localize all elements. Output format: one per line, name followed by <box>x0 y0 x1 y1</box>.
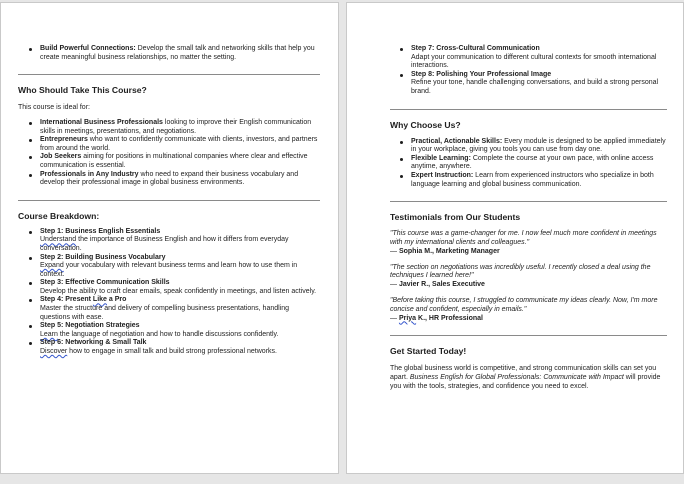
bullet-title: Practical, Actionable Skills: <box>411 137 503 145</box>
author-name: Sophia M., Marketing Manager <box>398 247 500 255</box>
started-text: will provide you with the tools, strategies, and confidence you need to excel. <box>390 374 661 390</box>
step-title: Step 2: Building Business Vocabulary <box>40 253 166 261</box>
testimonial-quote: "The section on negotiations was incredibly useful. I recently closed a deal using the techniques I learned here!" <box>390 263 651 280</box>
author-first-name: Priya <box>398 314 417 322</box>
started-paragraph <box>390 365 667 391</box>
testimonial <box>390 297 667 323</box>
list-item <box>40 322 320 339</box>
intro-list <box>18 45 320 62</box>
bullet-title: Build Powerful Connections: <box>40 45 136 52</box>
testimonial <box>390 264 667 290</box>
step-title: Step 3: Effective Communication Skills <box>40 279 170 287</box>
step-description <box>40 236 320 253</box>
author-name: K., HR Professional <box>416 314 483 322</box>
step-description: Adapt your communication to different cultural contexts for smooth international interactions. <box>411 53 657 70</box>
bullet-title: Expert Instruction: <box>411 171 474 179</box>
step-description <box>40 331 320 340</box>
step-description <box>40 288 320 297</box>
step-title: Step 7: Cross-Cultural Communication <box>411 45 540 52</box>
step-first-word: Discover <box>40 348 68 356</box>
list-item <box>40 339 320 356</box>
step-text: the importance of Business English and how it differs from everyday conversation. <box>40 236 289 252</box>
step-title-part: a Pro <box>106 296 127 304</box>
list-item <box>40 119 320 136</box>
bullet-title: Entrepreneurs <box>40 136 88 144</box>
bullet-text: Complete the course at your own pace, with online access anytime, anywhere. <box>411 154 654 171</box>
step-title: Step 6: Networking & Small Talk <box>40 339 147 347</box>
list-item <box>411 71 667 97</box>
step-title <box>40 296 126 303</box>
list-item <box>411 138 667 155</box>
testimonial <box>390 230 667 256</box>
section-heading-breakdown: Course Breakdown: <box>18 210 100 221</box>
bullet-text: Every module is designed to be applied immediately in your workplace, giving you tools you can use from day one. <box>411 137 666 154</box>
testimonial-author <box>390 281 667 290</box>
list-item <box>40 254 320 280</box>
bullet-text: Develop the small talk and networking skills that help you create meaningful business relationships, no matter the setting. <box>40 45 315 61</box>
section-divider <box>18 200 320 201</box>
list-item <box>411 155 667 172</box>
step-title: Step 1: Business English Essentials <box>40 227 161 235</box>
step-text: how to engage in small talk and build strong professional networks. <box>67 348 277 356</box>
steps-list-continued <box>390 45 667 97</box>
list-item <box>40 153 320 170</box>
list-item <box>40 45 320 62</box>
author-dash: — <box>390 281 399 289</box>
who-list <box>18 119 320 188</box>
bullet-title: Job Seekers <box>40 153 82 161</box>
author-dash: — <box>390 247 399 255</box>
bullet-text: Learn from experienced instructors who specialize in both language learning and global business communication. <box>411 171 654 188</box>
list-item <box>40 171 320 188</box>
bullet-text: who want to confidently communicate with clients, investors, and partners from around the world. <box>40 136 318 152</box>
who-intro: This course is ideal for: <box>18 104 90 112</box>
step-description <box>40 348 320 357</box>
step-text: the language of negotiation and how to handle discussions confidently. <box>57 330 279 338</box>
step-description <box>40 305 320 322</box>
bullet-text: who need to expand their business vocabulary and develop their professional image in global business environments. <box>40 170 299 187</box>
step-title: Step 8: Polishing Your Professional Image <box>411 70 552 78</box>
bullet-text: aiming for positions in multinational companies where clear and effective communication is essential. <box>40 153 308 169</box>
list-item <box>40 228 320 254</box>
why-list <box>390 138 667 190</box>
section-divider <box>390 335 667 336</box>
step-text: Develop the ability to craft clear emails, speak confidently in meetings, and listen actively. <box>40 287 317 295</box>
document-page-right <box>346 2 684 474</box>
section-heading-testimonials: Testimonials from Our Students <box>390 212 521 223</box>
step-first-word: Understand <box>40 236 77 244</box>
testimonial-author <box>390 248 667 257</box>
list-item <box>40 136 320 153</box>
list-item <box>411 172 667 189</box>
step-description: Refine your tone, handle challenging conversations, and build a strong personal brand. <box>411 79 659 95</box>
section-heading-started: Get Started Today! <box>390 346 467 357</box>
step-description <box>40 262 320 279</box>
step-title: Step 5: Negotiation Strategies <box>40 322 140 330</box>
bullet-text: looking to improve their English communication skills in meetings, presentations, and negotiations. <box>40 118 312 135</box>
section-divider <box>390 109 667 110</box>
list-item <box>40 296 320 322</box>
started-text: The global business world is competitive, and strong communication skills can set you apart. <box>390 365 657 382</box>
steps-list <box>18 228 320 357</box>
step-first-word: Learn <box>40 330 58 338</box>
section-heading-who: Who Should Take This Course? <box>18 85 147 96</box>
list-item <box>40 279 320 296</box>
section-heading-why: Why Choose Us? <box>390 119 461 130</box>
step-text: your vocabulary with relevant business terms and learn how to use them in context. <box>40 262 298 278</box>
testimonial-quote: "This course was a game-changer for me. I now feel much more confident in meetings with my international clients and colleagues." <box>390 230 657 246</box>
course-title: Business English for Global Professionals: Communicate with Impact <box>409 374 624 382</box>
step-title-word: Like <box>92 296 107 304</box>
section-divider <box>390 201 667 202</box>
author-name: Javier R., Sales Executive <box>398 281 485 289</box>
author-dash: — <box>390 314 399 322</box>
step-text: Master the structure and delivery of compelling business presentations, handling questions with ease. <box>40 305 290 321</box>
step-title-part: Step 4: Present <box>40 296 93 304</box>
list-item <box>411 45 667 71</box>
bullet-title: Professionals in Any Industry <box>40 170 139 178</box>
document-page-left <box>0 2 339 474</box>
bullet-title: International Business Professionals <box>40 118 163 126</box>
section-divider <box>18 74 320 75</box>
bullet-title: Flexible Learning: <box>411 154 471 162</box>
step-first-word: Expand <box>40 262 64 270</box>
testimonial-author <box>390 315 667 324</box>
testimonial-quote: "Before taking this course, I struggled to communicate my ideas clearly. Now, I'm more concise and confident, especially in emails." <box>390 296 658 313</box>
